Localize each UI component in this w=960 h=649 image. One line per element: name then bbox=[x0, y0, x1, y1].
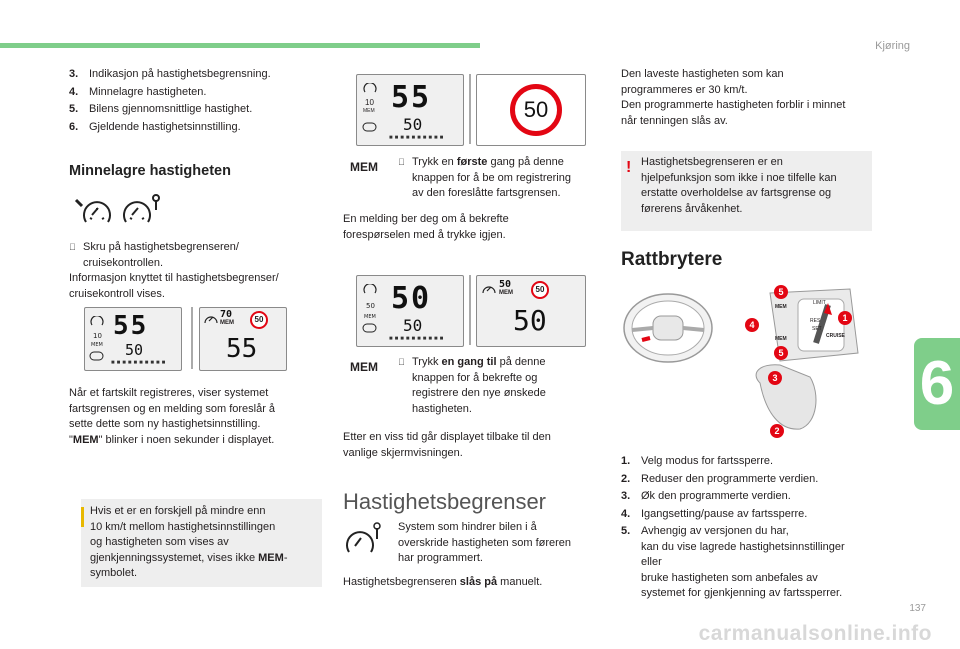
warning-icon: ! bbox=[626, 159, 632, 176]
memorised-speed: 50 bbox=[499, 279, 512, 290]
step-instruction: Trykk en gang til på denne knappen for å bekrefte og registrere den nye ønskede hastigheten. bbox=[398, 355, 593, 417]
stalk-label-res: RES bbox=[810, 318, 821, 324]
list-item: 5. Avhengig av versjonen du har, kan du vise lagrede hastighetsinnstillinger eller bruke hastigheten som anbefales av systemet for gjenkjenning av fartssperrer. bbox=[621, 525, 845, 599]
separator bbox=[191, 307, 193, 369]
control-stalk-illustration bbox=[740, 283, 870, 433]
svg-text:MEM: MEM bbox=[91, 342, 103, 348]
step-instruction: Trykk en første gang på denne knappen for å be om registrering av den foreslåtte fartsgrensen. bbox=[398, 155, 593, 202]
cluster-dots: ■■■■■■■■■■ bbox=[389, 336, 446, 342]
chapter-title: Kjøring bbox=[875, 40, 910, 52]
separator bbox=[469, 275, 471, 345]
cluster-screen-recognition bbox=[476, 275, 586, 347]
warning-box: ! Hastighetsbegrenseren er en hjelpefunksjon som ikke i noe tilfelle kan erstatte overholdelse av fartsgrense og førerens årvåkenhet. bbox=[621, 151, 872, 231]
note-marker bbox=[81, 507, 84, 527]
mem-button-label: MEM bbox=[350, 160, 378, 174]
stalk-label-mem: MEM bbox=[775, 304, 787, 310]
memorised-speed: 70 bbox=[220, 309, 233, 320]
paragraph: Hastighetsbegrenseren slås på manuelt. bbox=[343, 576, 543, 588]
callout-3: 3 bbox=[768, 371, 782, 385]
current-speed: 50 bbox=[513, 304, 547, 337]
speed-sign-panel bbox=[476, 74, 586, 146]
callout-5: 5 bbox=[774, 346, 788, 360]
separator bbox=[469, 74, 471, 144]
cluster-display-illustration-1 bbox=[356, 74, 586, 146]
speed-gauge-icons bbox=[68, 194, 168, 230]
paragraph: Etter en viss tid går displayet tilbake til den vanlige skjermvisningen. bbox=[343, 431, 551, 459]
step-instruction: Skru på hastighetsbegrenseren/ cruisekontrollen. Informasjon knyttet til hastighetsbegrenser/ cruisekontroll vises. bbox=[69, 241, 279, 300]
svg-text:MEM: MEM bbox=[364, 314, 376, 320]
stalk-legend-list bbox=[621, 454, 881, 602]
cluster-dots: ■■■■■■■■■■ bbox=[389, 135, 446, 141]
current-speed: 55 bbox=[226, 334, 258, 364]
callout-5: 5 bbox=[774, 285, 788, 299]
cluster-dots: ■■■■■■■■■■ bbox=[111, 360, 168, 366]
list-item: 1. Velg modus for fartssperre. bbox=[621, 455, 774, 467]
speed-limit-sign: 50 bbox=[510, 84, 562, 136]
list-item: 4. Igangsetting/pause av fartssperre. bbox=[621, 507, 808, 520]
speed-sign-small: 50 bbox=[250, 311, 268, 329]
section-heading: Hastighetsbegrenser bbox=[343, 489, 547, 514]
step-bullet-icon bbox=[398, 355, 412, 371]
stalk-label-cruise: CRUISE bbox=[826, 333, 845, 339]
speed-limiter-icon bbox=[343, 522, 383, 558]
mem-button-label: MEM bbox=[350, 360, 378, 374]
mem-indicator: MEM bbox=[220, 320, 234, 326]
speed-sign-small: 50 bbox=[531, 281, 549, 299]
display-legend-list bbox=[69, 67, 329, 135]
cluster-side-icons bbox=[89, 316, 107, 366]
list-item: 3. Indikasjon på hastighetsbegrensning. bbox=[69, 68, 271, 80]
stalk-label-limit: LIMIT bbox=[813, 300, 826, 306]
callout-2: 2 bbox=[770, 424, 784, 438]
cluster-display-illustration-2 bbox=[356, 275, 586, 347]
speedometer-icon bbox=[481, 282, 497, 296]
note-box: Hvis et er en forskjell på mindre enn 10 km/t mellom hastighetsinnstillingen og hastigheten som vises av gjenkjenningssystemet, vises ikke MEM- symbolet. bbox=[81, 499, 322, 587]
chapter-tab: 6 bbox=[914, 338, 960, 430]
step-bullet-icon bbox=[69, 240, 83, 256]
cluster-side-icons bbox=[362, 284, 380, 340]
paragraph: Når et fartskilt registreres, viser systemet fartsgrensen og en melding som foreslår å sette dette som ny hastighetsinnstilling. "MEM" blinker i noen sekunder i displayet. bbox=[69, 387, 276, 446]
system-description: System som hindrer bilen i å overskride hastigheten som føreren har programmert. bbox=[398, 521, 572, 564]
cluster-display-illustration bbox=[84, 307, 287, 371]
steering-wheel-illustration bbox=[620, 288, 720, 368]
speedometer-limit-icon bbox=[124, 195, 159, 222]
section-heading: Rattbrytere bbox=[621, 249, 723, 270]
stalk-label-mem: MEM bbox=[775, 336, 787, 342]
cluster-screen bbox=[356, 275, 464, 347]
cluster-speed-big: 50 bbox=[391, 281, 432, 316]
cluster-speed-big: 55 bbox=[113, 311, 149, 341]
cluster-speed-small: 50 bbox=[125, 341, 144, 359]
step-bullet-icon bbox=[398, 155, 412, 171]
list-item: 6. Gjeldende hastighetsinnstilling. bbox=[69, 120, 241, 133]
callout-4: 4 bbox=[745, 318, 759, 332]
paragraph: En melding ber deg om å bekrefte forespørselen med å trykke igjen. bbox=[343, 213, 509, 241]
cluster-screen bbox=[356, 74, 464, 146]
cluster-speed-small: 50 bbox=[403, 316, 423, 335]
list-item: 3. Øk den programmerte verdien. bbox=[621, 490, 791, 502]
section-heading: Minnelagre hastigheten bbox=[69, 163, 231, 179]
cluster-speed-small: 50 bbox=[403, 115, 423, 134]
list-item: 5. Bilens gjennomsnittlige hastighet. bbox=[69, 103, 253, 115]
cluster-side-mem: MEM bbox=[363, 108, 375, 114]
cluster-side-value: 10 bbox=[365, 98, 374, 107]
stalk-label-set: SET bbox=[812, 326, 822, 332]
paragraph: Den laveste hastigheten som kan programmeres er 30 km/t. Den programmerte hastigheten forblir i minnet når tenningen slås av. bbox=[621, 68, 846, 127]
cluster-speed-big: 55 bbox=[391, 80, 432, 115]
mem-indicator: MEM bbox=[499, 290, 513, 296]
cluster-screen bbox=[84, 307, 182, 371]
list-item: 4. Minnelagre hastigheten. bbox=[69, 85, 207, 98]
watermark: carmanualsonline.info bbox=[698, 622, 932, 645]
svg-text:10: 10 bbox=[93, 332, 102, 340]
speedometer-hand-icon bbox=[76, 200, 110, 222]
speedometer-icon bbox=[203, 312, 219, 326]
callout-1: 1 bbox=[838, 311, 852, 325]
list-item: 2. Reduser den programmerte verdien. bbox=[621, 472, 819, 485]
page-number: 137 bbox=[909, 603, 926, 614]
cluster-screen-recognition bbox=[199, 307, 287, 371]
svg-text:50: 50 bbox=[366, 302, 375, 310]
header-accent-bar bbox=[0, 43, 480, 48]
